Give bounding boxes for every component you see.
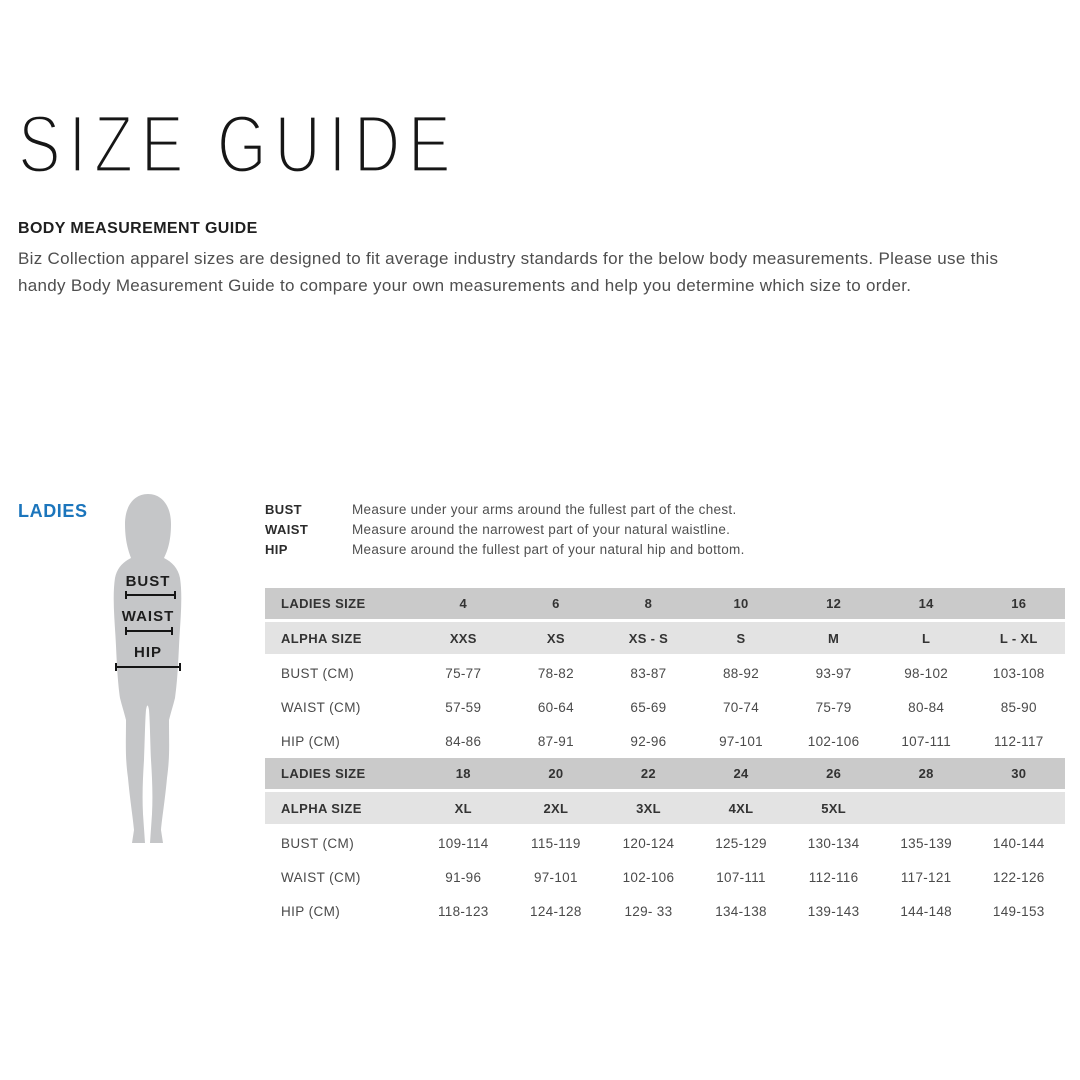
row-label: ALPHA SIZE (281, 630, 362, 646)
cell-value: 118-123 (437, 903, 489, 919)
cell-value: 129- 33 (624, 903, 673, 919)
figure-waist-label: WAIST (121, 608, 175, 625)
cell-value: L - XL (999, 630, 1038, 646)
cell-value: 87-91 (537, 733, 574, 749)
cell-value: 117-121 (900, 869, 952, 885)
alpha-size-header-row (265, 792, 1065, 824)
instruction-term: HIP (265, 541, 288, 557)
cell-value: 70-74 (723, 699, 760, 715)
cell-value: 102-106 (622, 869, 675, 885)
cell-value: 120-124 (622, 835, 675, 851)
page-title: SIZE GUIDE (18, 99, 459, 190)
waist-measure-arrow (125, 627, 173, 635)
measurement-instructions (265, 499, 745, 559)
cell-value: 5XL (821, 800, 846, 816)
cell-value: 10 (733, 596, 749, 611)
measurement-row (265, 860, 1065, 894)
instruction-text: Measure around the narrowest part of your natural waistline. (352, 521, 731, 537)
row-label: ALPHA SIZE (281, 800, 362, 816)
cell-value: 112-116 (808, 869, 859, 885)
cell-value: 75-77 (445, 665, 482, 681)
intro-paragraph: Biz Collection apparel sizes are designed to fit average industry standards for the below body measurements. Please use this handy Body Measurement Guide to compare your own measurements and help you determine which size to order. (18, 249, 999, 295)
cell-value: 124-128 (530, 903, 582, 919)
cell-value: 85-90 (1000, 699, 1037, 715)
cell-value: 144-148 (900, 903, 952, 919)
instruction-term: WAIST (265, 521, 309, 537)
cell-value: 80-84 (908, 699, 945, 715)
cell-value: 135-139 (900, 835, 952, 851)
instruction-row (265, 539, 745, 559)
cell-value: 83-87 (630, 665, 667, 681)
cell-value: 97-101 (719, 733, 763, 749)
alpha-size-header-row (265, 622, 1065, 654)
row-label: BUST (CM) (281, 665, 355, 681)
cell-value: 12 (826, 596, 842, 611)
cell-value: 60-64 (537, 699, 574, 715)
cell-value: 2XL (543, 800, 569, 816)
cell-value: 122-126 (992, 869, 1045, 885)
instruction-text: Measure under your arms around the fullest part of the chest. (352, 501, 737, 517)
instruction-row (265, 499, 745, 519)
cell-value: 4 (459, 596, 468, 611)
cell-value: 28 (918, 766, 934, 781)
cell-value: 20 (548, 766, 564, 781)
measurement-row (265, 690, 1065, 724)
cell-value: 115-119 (531, 835, 581, 851)
bust-measure-arrow (125, 591, 176, 599)
cell-value: 107-111 (716, 869, 766, 885)
cell-value: XS (546, 630, 565, 646)
measurement-row (265, 656, 1065, 690)
instruction-term: BUST (265, 501, 302, 517)
row-label: WAIST (CM) (281, 699, 361, 715)
cell-value: XS - S (628, 630, 669, 646)
cell-value: 6 (552, 596, 560, 611)
cell-value: 4XL (728, 800, 754, 816)
cell-value: 92-96 (630, 733, 667, 749)
cell-value: 93-97 (815, 665, 852, 681)
cell-value: 3XL (636, 800, 661, 816)
ladies-size-header-row (265, 588, 1065, 619)
cell-value: 109-114 (437, 835, 489, 851)
row-label: BUST (CM) (281, 835, 355, 851)
cell-value: 24 (733, 766, 749, 781)
cell-value: XL (454, 800, 472, 816)
cell-value: 97-101 (533, 869, 578, 885)
measurement-row (265, 894, 1065, 928)
hip-measure-arrow (115, 663, 181, 671)
figure-hip-label: HIP (133, 644, 162, 661)
cell-value: 16 (1011, 596, 1027, 611)
cell-value: 107-111 (901, 733, 951, 749)
cell-value: 30 (1011, 766, 1027, 781)
figure-bust-label: BUST (125, 573, 171, 590)
cell-value: S (736, 630, 746, 646)
instruction-row (265, 519, 745, 539)
cell-value: 102-106 (807, 733, 860, 749)
cell-value: 149-153 (992, 903, 1045, 919)
row-label: HIP (CM) (281, 733, 341, 749)
cell-value: 78-82 (537, 665, 574, 681)
ladies-section-label: LADIES (18, 501, 88, 521)
ladies-size-header-row (265, 758, 1065, 789)
cell-value: 84-86 (445, 733, 482, 749)
cell-value: 112-117 (993, 733, 1044, 749)
cell-value: 75-79 (815, 699, 852, 715)
measurement-row (265, 724, 1065, 758)
row-label: LADIES SIZE (281, 766, 366, 781)
cell-value: 88-92 (723, 665, 760, 681)
cell-value: 22 (640, 766, 656, 781)
row-label: LADIES SIZE (281, 596, 366, 611)
cell-value: XXS (449, 630, 477, 646)
instruction-text: Measure around the fullest part of your natural hip and bottom. (352, 541, 745, 557)
cell-value: 8 (644, 596, 653, 611)
cell-value: 139-143 (807, 903, 860, 919)
cell-value: 14 (918, 596, 934, 611)
measurement-row (265, 826, 1065, 860)
body-measurement-guide-heading: BODY MEASUREMENT GUIDE (18, 220, 258, 237)
row-label: WAIST (CM) (281, 869, 361, 885)
cell-value: 130-134 (807, 835, 860, 851)
cell-value: 65-69 (630, 699, 667, 715)
row-label: HIP (CM) (281, 903, 341, 919)
cell-value: 91-96 (445, 869, 482, 885)
cell-value: 98-102 (904, 665, 949, 681)
cell-value: L (922, 630, 931, 646)
cell-value: 140-144 (992, 835, 1045, 851)
cell-value: 57-59 (445, 699, 482, 715)
cell-value: 103-108 (992, 665, 1045, 681)
cell-value: M (828, 630, 840, 646)
ladies-size-table (265, 588, 1065, 928)
cell-value: 18 (455, 766, 471, 781)
cell-value: 125-129 (715, 835, 767, 851)
cell-value: 134-138 (715, 903, 767, 919)
cell-value: 26 (826, 766, 842, 781)
